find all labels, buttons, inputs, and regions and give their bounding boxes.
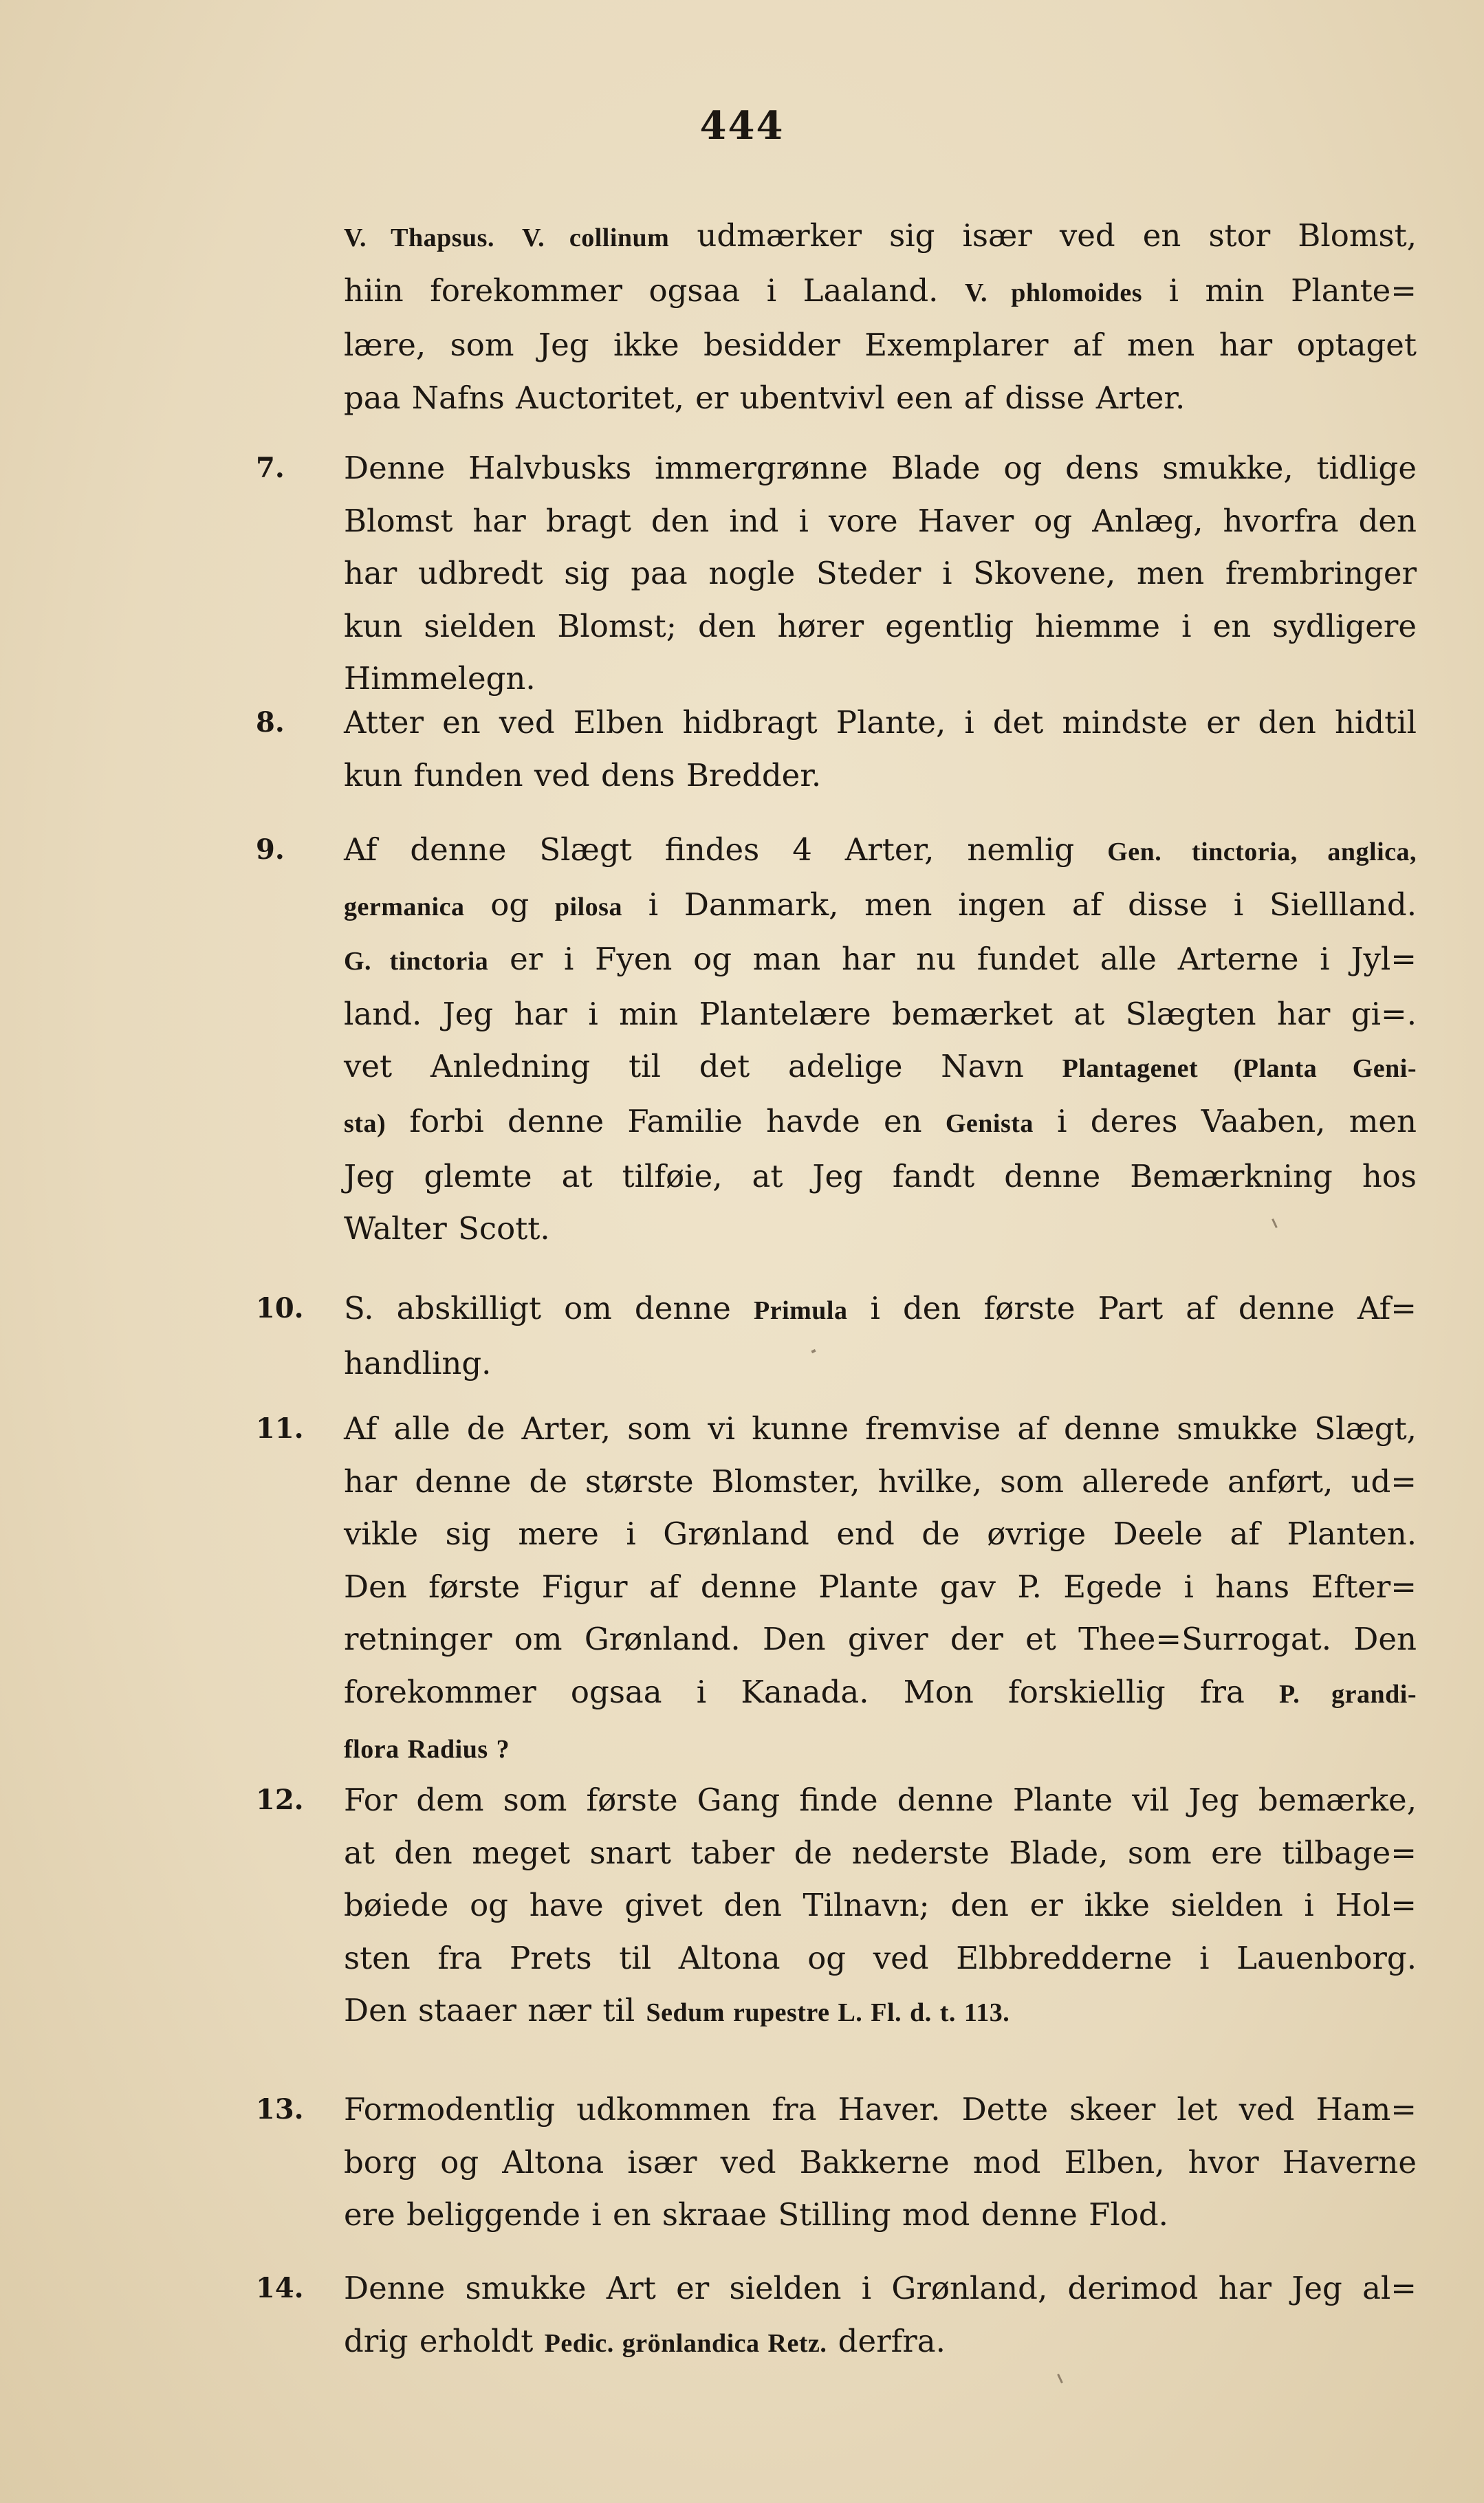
text-run: ere beliggende i en skraae Stilling mod denne Flod. <box>344 2196 1168 2233</box>
text-run: Himmelegn. <box>344 660 536 697</box>
text-run: For dem som første Gang finde denne Plante vil Jeg bemærke, <box>344 1782 1417 1818</box>
text-line <box>344 988 1417 1041</box>
latin-name: P. grandi- <box>1279 1679 1417 1709</box>
text-run: drig erholdt <box>344 2322 545 2359</box>
text-run: derfra. <box>827 2322 946 2359</box>
text-line <box>344 1666 1417 1721</box>
text-run: i deres Vaaben, men <box>1033 1102 1417 1139</box>
text-run: udmærker sig især ved en stor Blomst, <box>669 217 1417 254</box>
text-line <box>344 2262 1417 2315</box>
footnote-text <box>344 2262 1417 2370</box>
text-run: Den staaer nær til <box>344 1992 646 2029</box>
text-run: sten fra Prets til Altona og ved Elbbredderne i Lauenborg. <box>344 1939 1417 1976</box>
text-line <box>344 372 1417 425</box>
text-run: land. Jeg har i min Plantelære bemærket at Slægten har gi=. <box>344 995 1417 1032</box>
text-line <box>344 1040 1417 1095</box>
footnote-number: 13. <box>256 2093 304 2125</box>
text-run: hiin forekommer ogsaa i Laaland. <box>344 272 965 309</box>
footnote-text <box>344 2084 1417 2242</box>
footnote <box>256 2084 1417 2242</box>
footnote <box>256 824 1417 1256</box>
latin-name: Plantagenet (Planta Geni- <box>1062 1054 1417 1084</box>
text-line <box>344 824 1417 879</box>
latin-name: flora Radius ? <box>344 1734 510 1764</box>
footnote-number: 12. <box>256 1784 304 1816</box>
text-line <box>344 1508 1417 1561</box>
footnote <box>256 2262 1417 2370</box>
text-run: forekommer ogsaa i Kanada. Mon forskiellig fra <box>344 1673 1280 1710</box>
footnote <box>256 1403 1417 1775</box>
latin-name: Pedic. grönlandica Retz. <box>544 2328 827 2358</box>
text-run <box>494 217 522 254</box>
latin-name: germanica <box>344 892 465 921</box>
text-run: i Danmark, men ingen af disse i Siellland. <box>622 886 1417 923</box>
text-run: kun sielden Blomst; den hører egentlig hiemme i en sydligere <box>344 607 1417 644</box>
text-run: i min Plante= <box>1142 272 1417 309</box>
text-line <box>344 1456 1417 1509</box>
text-line <box>344 1932 1417 1985</box>
text-line <box>344 547 1417 600</box>
text-line <box>344 495 1417 548</box>
text-run: Denne smukke Art er sielden i Grønland, derimod har Jeg al= <box>344 2270 1417 2306</box>
latin-name: Gen. tinctoria, anglica, <box>1107 838 1417 866</box>
text-run: lære, som Jeg ikke besidder Exemplarer af men har optaget <box>344 327 1417 364</box>
latin-name: Genista <box>945 1108 1034 1138</box>
text-line <box>344 879 1417 934</box>
text-line <box>344 1203 1417 1256</box>
text-line <box>344 1613 1417 1666</box>
text-line <box>344 1985 1417 2040</box>
text-run: paa Nafns Auctoritet, er ubentvivl een af disse Arter. <box>344 379 1186 416</box>
footnote-number: 10. <box>256 1292 304 1324</box>
footnote-text <box>344 1282 1417 1390</box>
text-line <box>344 1721 1417 1776</box>
footnote-number: 11. <box>256 1412 304 1445</box>
footnote <box>256 442 1417 706</box>
page-number: 444 <box>699 103 785 149</box>
text-run: vikle sig mere i Grønland end de øvrige Deele af Planten. <box>344 1516 1417 1553</box>
text-line <box>344 933 1417 988</box>
text-run: Af denne Slægt findes 4 Arter, nemlig <box>344 831 1108 868</box>
text-line <box>344 2084 1417 2136</box>
text-run: Denne Halvbusks immergrønne Blade og dens smukke, tidlige <box>344 450 1417 486</box>
text-line <box>344 210 1417 265</box>
footnote-number: 7. <box>256 452 285 484</box>
text-run: Den første Figur af denne Plante gav P. Egede i hans Efter= <box>344 1568 1417 1605</box>
text-line <box>344 442 1417 495</box>
text-line <box>344 1282 1417 1337</box>
footnote-text <box>344 824 1417 1256</box>
footnote <box>256 1774 1417 2040</box>
text-line <box>344 1150 1417 1203</box>
footnote-text <box>344 1774 1417 2040</box>
latin-name: G. tinctoria <box>344 947 489 976</box>
footnote <box>256 697 1417 802</box>
latin-name: pilosa <box>554 892 622 921</box>
text-run: i den første Part af denne Af= <box>847 1290 1417 1326</box>
latin-name: Sedum rupestre L. Fl. d. t. 113. <box>646 1998 1010 2028</box>
text-line <box>344 1774 1417 1827</box>
footnote-number: 9. <box>256 833 285 866</box>
footnote-number: 8. <box>256 706 285 739</box>
text-run: handling. <box>344 1344 492 1381</box>
text-run: har denne de største Blomster, hvilke, som allerede anført, ud= <box>344 1463 1417 1500</box>
text-run: Formodentlig udkommen fra Haver. Dette skeer let ved Ham= <box>344 2091 1417 2128</box>
footnote-text <box>344 1403 1417 1775</box>
latin-name: V. collinum <box>522 223 670 252</box>
text-line <box>344 750 1417 802</box>
footnote-text <box>344 210 1417 424</box>
text-run: at den meget snart taber de nederste Blade, som ere tilbage= <box>344 1834 1417 1871</box>
text-run: Blomst har bragt den ind i vore Haver og Anlæg, hvorfra den <box>344 502 1417 539</box>
text-line <box>344 1403 1417 1456</box>
latin-name: sta) <box>344 1108 386 1138</box>
text-run: retninger om Grønland. Den giver der et Thee=Surrogat. Den <box>344 1621 1417 1658</box>
text-line <box>344 1337 1417 1390</box>
text-line <box>344 2315 1417 2370</box>
text-run: kun funden ved dens Bredder. <box>344 756 822 794</box>
text-line <box>344 1879 1417 1932</box>
text-line <box>344 2189 1417 2242</box>
text-line <box>344 265 1417 320</box>
text-run: S. abskilligt om denne <box>344 1290 754 1326</box>
text-run: Walter Scott. <box>344 1210 550 1247</box>
paper-speck <box>1057 2374 1063 2383</box>
latin-name: V. Thapsus. <box>344 223 494 252</box>
footnote-number: 14. <box>256 2272 304 2304</box>
text-run: vet Anledning til det adelige Navn <box>344 1048 1062 1085</box>
text-line <box>344 319 1417 372</box>
text-line <box>344 1095 1417 1150</box>
footnote <box>256 1282 1417 1390</box>
text-run: er i Fyen og man har nu fundet alle Arterne i Jyl= <box>488 941 1417 978</box>
text-run: har udbredt sig paa nogle Steder i Skovene, men frembringer <box>344 555 1417 592</box>
footnote-text <box>344 442 1417 706</box>
text-line <box>344 2136 1417 2189</box>
footnote-text <box>344 697 1417 802</box>
text-run: Atter en ved Elben hidbragt Plante, i det mindste er den hidtil <box>344 704 1417 741</box>
text-run: Af alle de Arter, som vi kunne fremvise af denne smukke Slægt, <box>344 1410 1417 1447</box>
text-line <box>344 1561 1417 1614</box>
text-line <box>344 697 1417 750</box>
latin-name: Primula <box>754 1296 848 1325</box>
text-run: Jeg glemte at tilføie, at Jeg fandt denne Bemærkning hos <box>344 1157 1417 1194</box>
text-run: bøiede og have givet den Tilnavn; den er ikke sielden i Hol= <box>344 1887 1417 1924</box>
text-run: borg og Altona især ved Bakkerne mod Elben, hvor Haverne <box>344 2143 1417 2180</box>
latin-name: V. phlomoides <box>965 278 1143 307</box>
footnote <box>261 210 1417 424</box>
text-line <box>344 600 1417 653</box>
text-line <box>344 1827 1417 1880</box>
text-run: og <box>464 886 555 923</box>
text-run: forbi denne Familie havde en <box>386 1102 946 1139</box>
